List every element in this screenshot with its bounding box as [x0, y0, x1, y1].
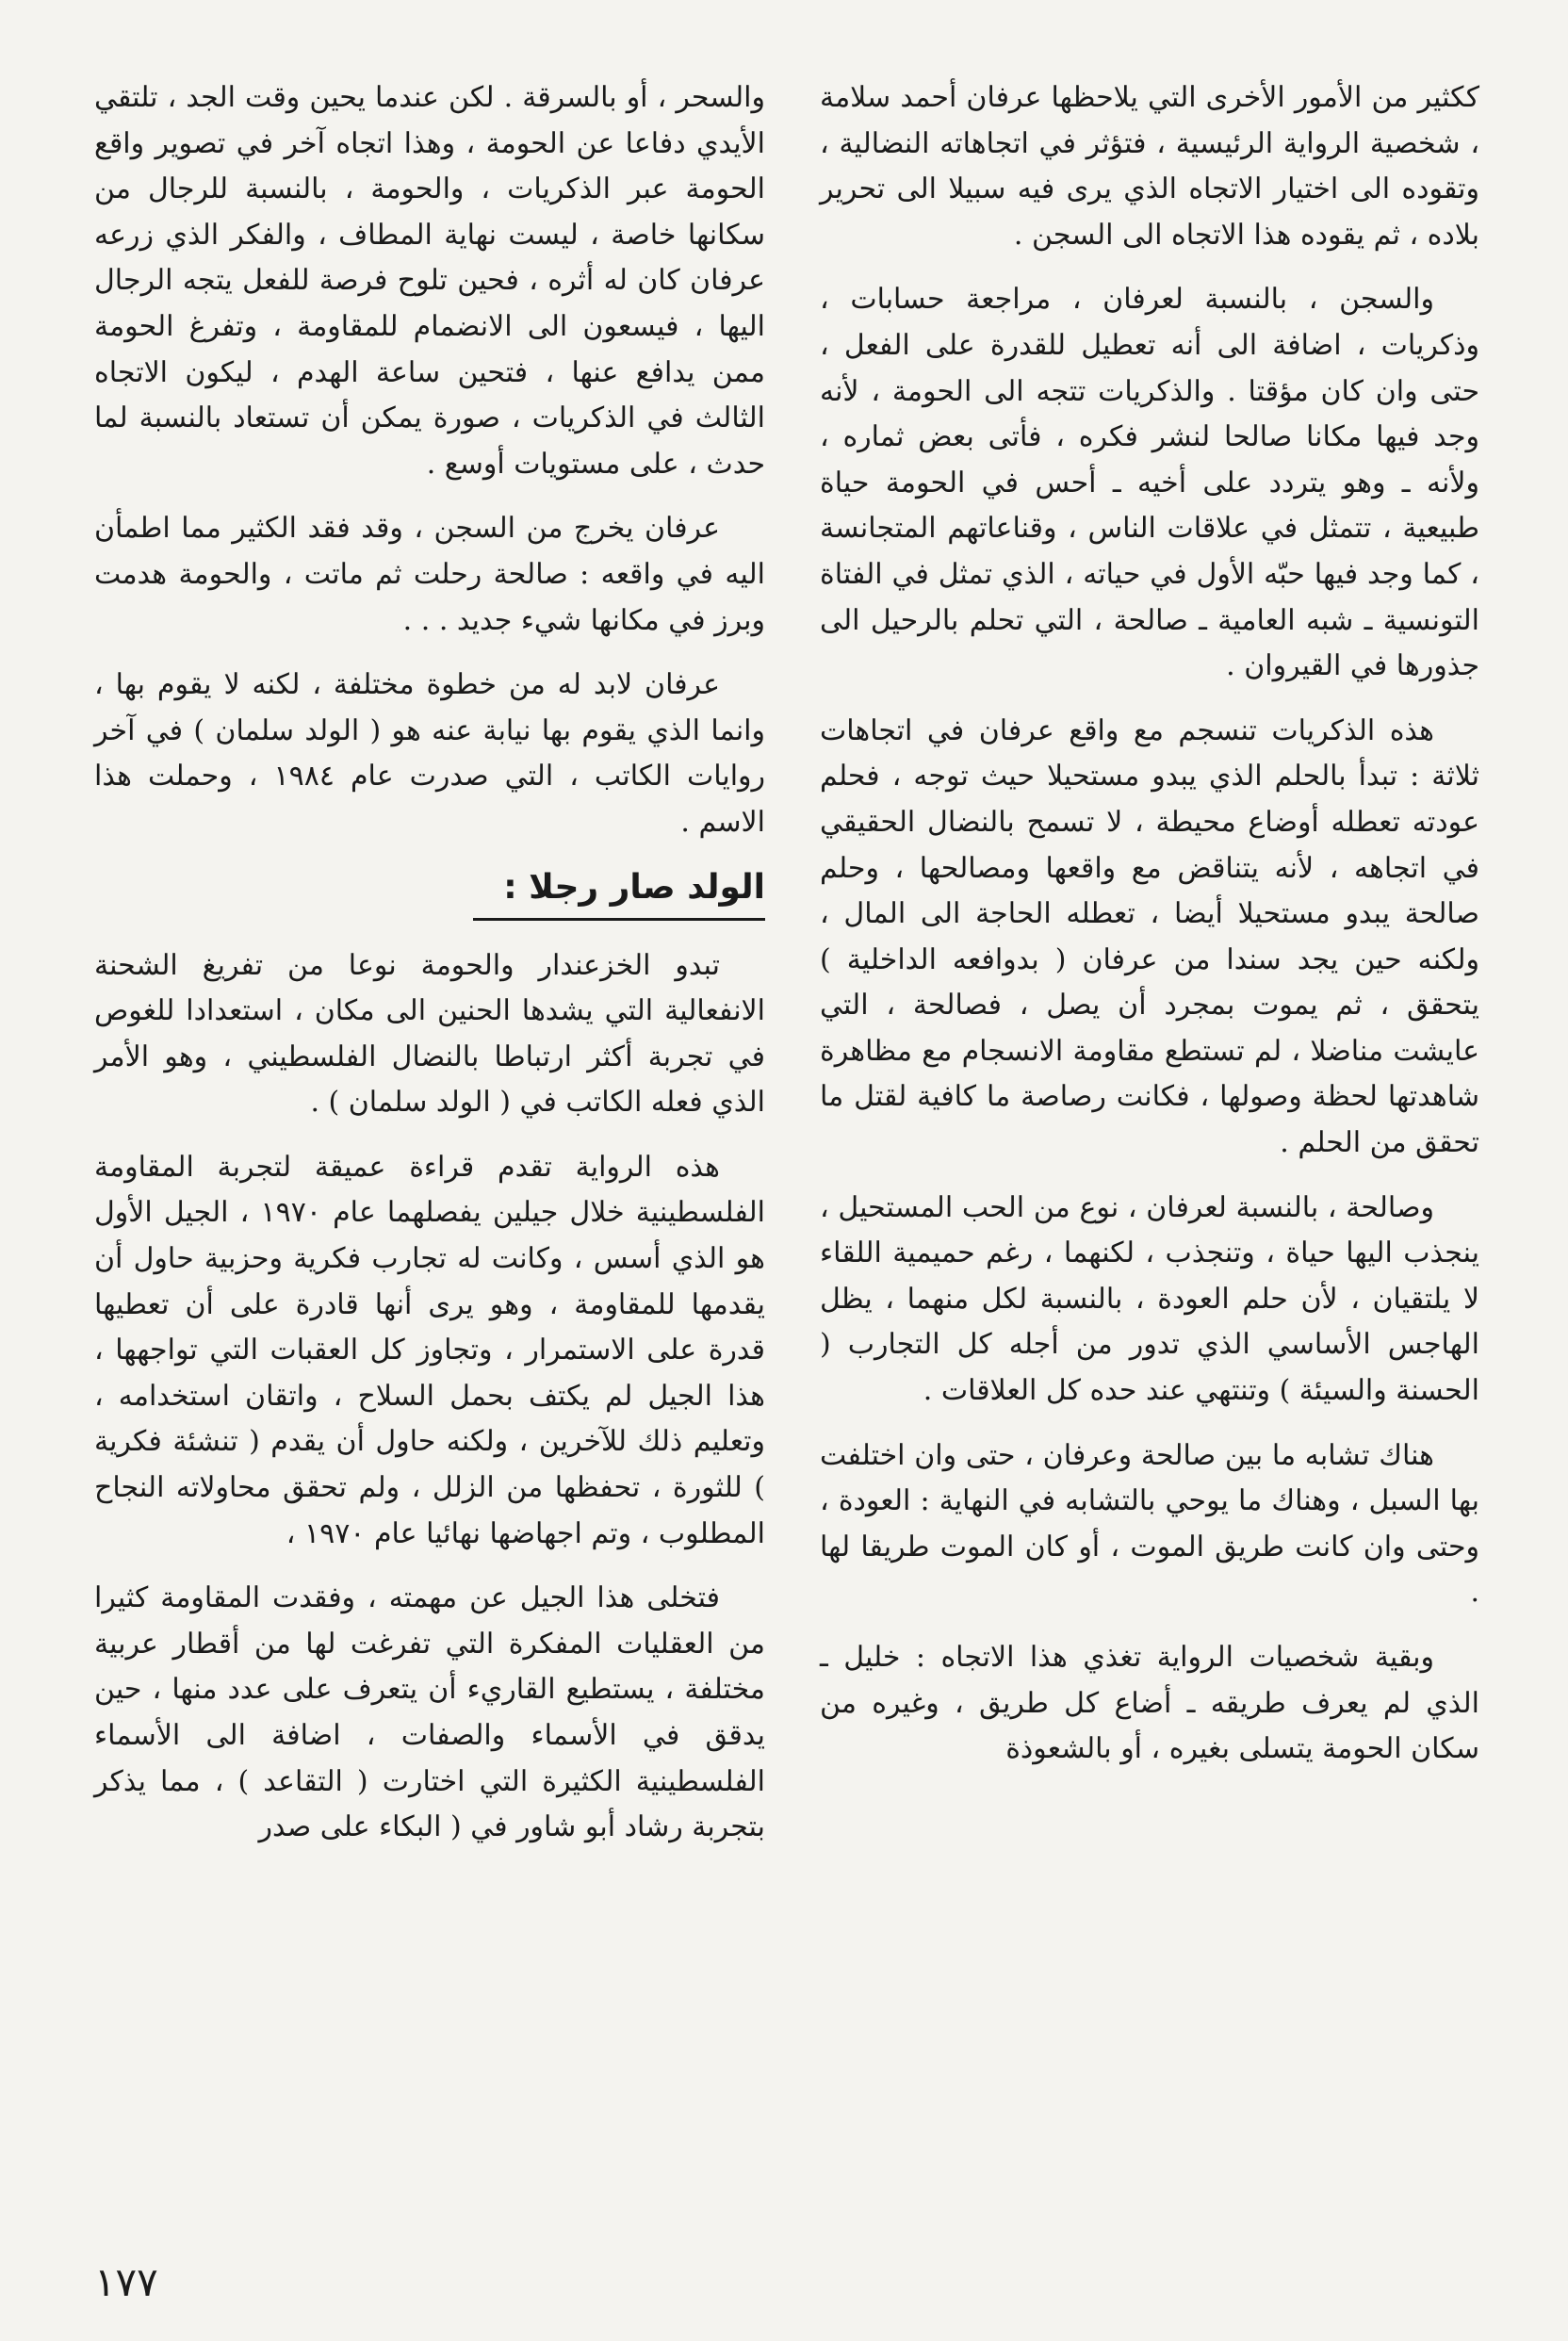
section-heading [94, 865, 765, 921]
paragraph: هناك تشابه ما بين صالحة وعرفان ، حتى وان اختلفت بها السبل ، وهناك ما يوحي بالتشابه في النهاية : العودة ، وحتى وان كانت طريق الموت ، أو كان الموت طريقا لها . [820, 1438, 1479, 1610]
paragraph: فتخلى هذا الجيل عن مهمته ، وفقدت المقاومة كثيرا من العقليات المفكرة التي تفرغت لها من أقطار عربية مختلفة ، يستطيع القاريء أن يتعرف على عدد منها ، حين يدقق في الأسماء والصفات ، اضافة الى الأسماء الفلسطينية الكثيرة التي اختارت ( التقاعد ) ، مما يذكر بتجربة رشاد أبو شاور في ( البكاء على صدر [94, 1581, 766, 1844]
section-heading-text: الولد صار رجلا : [473, 865, 765, 921]
paragraph: وبقية شخصيات الرواية تغذي هذا الاتجاه : خليل ـ الذي لم يعرف طريقه ـ أضاع كل طريق ، وغيره من سكان الحومة يتسلى بغيره ، أو بالشعوذة [820, 1641, 1479, 1766]
paragraph: ككثير من الأمور الأخرى التي يلاحظها عرفان أحمد سلامة ، شخصية الرواية الرئيسية ، فتؤثر في اتجاهاته النضالية ، وتقوده الى اختيار الاتجاه الذي يرى فيه سبيلا الى تحرير بلاده ، ثم يقوده هذا الاتجاه الى السجن . [820, 81, 1480, 252]
paragraph: تبدو الخزعندار والحومة نوعا من تفريغ الشحنة الانفعالية التي يشدها الحنين الى مكان ، استعدادا للغوص في تجربة أكثر ارتباطا بالنضال الفلسطيني ، وهو الأمر الذي فعله الكاتب في ( الولد سلمان ) . [94, 948, 765, 1120]
paragraph: والسجن ، بالنسبة لعرفان ، مراجعة حسابات ، وذكريات ، اضافة الى أنه تعطيل للقدرة على الفعل ، حتى وان كان مؤقتا . والذكريات تتجه الى الحومة ، لأنه وجد فيها مكانا صالحا لنشر فكره ، فأتى بعض ثماره ، ولأنه ـ وهو يتردد على أخيه ـ أحس في الحومة حياة طبيعية ، تتمثل في علاقات الناس ، وقناعاتهم المتجانسة ، كما وجد فيها حبّه الأول في حياته ، الذي تمثل في الفتاة التونسية ـ شبه العامية ـ صالحة ، التي تحلم بالرحيل الى جذورها في القيروان . [820, 283, 1480, 683]
paragraph: وصالحة ، بالنسبة لعرفان ، نوع من الحب المستحيل ، ينجذب اليها حياة ، وتنجذب ، لكنهما ، رغم حميمية اللقاء لا يلتقيان ، لأن حلم العودة ، بالنسبة لكل منهما ، يظل الهاجس الأساسي الذي تدور من أجله كل التجارب ( الحسنة والسيئة ) وتنتهي عند حده كل العلاقات . [820, 1190, 1479, 1408]
paragraph: هذه الذكريات تنسجم مع واقع عرفان في اتجاهات ثلاثة : تبدأ بالحلم الذي يبدو مستحيلا حيث توجه ، فحلم عودته تعطله أوضاع محيطة ، لا تسمح بالنضال الحقيقي في اتجاهه ، لأنه يتناقض مع واقعها ومصالحها ، وحلم صالحة يبدو مستحيلا أيضا ، تعطله الحاجة الى المال ، ولكنه حين يجد سندا من عرفان ( بدوافعه الداخلية ) يتحقق ، ثم يموت بمجرد أن يصل ، فصالحة ، التي عايشت مناضلا ، لم تستطع مقاومة الانسجام مع مظاهرة شاهدتها لحظة وصولها ، فكانت رصاصة ما كافية لقتل ما تحقق من الحلم . [820, 713, 1479, 1160]
paragraph: والسحر ، أو بالسرقة . لكن عندما يحين وقت الجد ، تلتقي الأيدي دفاعا عن الحومة ، وهذا اتجاه آخر في تصوير واقع الحومة عبر الذكريات ، والحومة ، بالنسبة للرجال من سكانها خاصة ، ليست نهاية المطاف ، والفكر الذي زرعه عرفان كان له أثره ، فحين تلوح فرصة للفعل يتجه الرجال اليها ، فيسعون الى الانضمام للمقاومة ، وتفرغ الحومة ممن يدافع عنها ، فتحين ساعة الهدم ، ليكون الاتجاه الثالث في الذكريات ، صورة يمكن أن تستعاد بالنسبة لما حدث ، على مستويات أوسع . [94, 81, 765, 481]
left-text-column [94, 75, 765, 1870]
page-number: ١٧٧ [94, 2259, 158, 2305]
right-text-column [820, 75, 1479, 1792]
paragraph: عرفان لابد له من خطوة مختلفة ، لكنه لا يقوم بها ، وانما الذي يقوم بها نيابة عنه هو ( الولد سلمان ) في آخر روايات الكاتب ، التي صدرت عام ١٩٨٤ ، وحملت هذا الاسم . [94, 668, 765, 839]
paragraph: عرفان يخرج من السجن ، وقد فقد الكثير مما اطمأن اليه في واقعه : صالحة رحلت ثم ماتت ، والحومة هدمت وبرز في مكانها شيء جديد . . . [94, 512, 765, 637]
paragraph: هذه الرواية تقدم قراءة عميقة لتجربة المقاومة الفلسطينية خلال جيلين يفصلهما عام ١٩٧٠ ، الجيل الأول هو الذي أسس ، وكانت له تجارب فكرية وحزبية حاول أن يقدمها للمقاومة ، وهو يرى أنها قادرة على أن تعطيها قدرة على الاستمرار ، وتجاوز كل العقبات التي تواجهها ، هذا الجيل لم يكتف بحمل السلاح ، واتقان استخدامه ، وتعليم ذلك للآخرين ، ولكنه حاول أن يقدم ( تنشئة فكرية ) للثورة ، تحفظها من الزلل ، ولم تحقق محاولاته النجاح المطلوب ، وتم اجهاضها نهائيا عام ١٩٧٠ ، [94, 1150, 766, 1550]
